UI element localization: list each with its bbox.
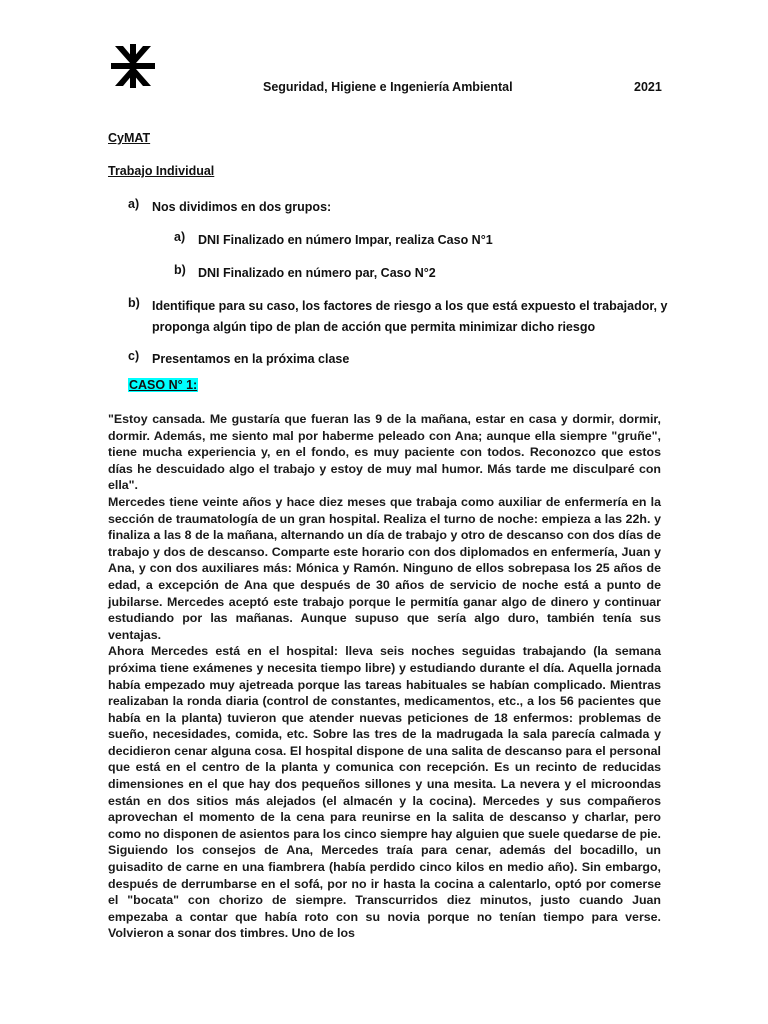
header-year: 2021 [634, 80, 662, 94]
list-item-text: DNI Finalizado en número Impar, realiza Caso N°1 [198, 233, 493, 247]
section-subtitle: Trabajo Individual [108, 164, 215, 178]
list-marker: b) [128, 296, 140, 310]
list-marker: a) [174, 230, 186, 244]
list-marker: a) [128, 197, 140, 211]
case-body [108, 411, 661, 942]
paragraph: Ahora Mercedes está en el hospital: lleva seis noches seguidas trabajando (la semana próxima tiene exámenes y necesita tiempo libre) y estudiando durante el día. Aquella jornada había empezado muy ajetreada porque las tareas habituales se habían complicado. Mientras realizaban la ronda diaria (control de constantes, medicamentos, etc., a los 56 pacientes que había en la planta) tuvieron que atender nuevas peticiones de 18 enfermos: problemas de sueño, necesidades, comida, etc. Sobre las tres de la madrugada la sala parecía calmada y decidieron cenar alguna cosa. El hospital dispone de una salita de descanso para el personal que está en el centro de la planta y comunica con recepción. Es un recinto de reducidas dimensiones en el que hay dos pequeños sillones y una mesita. La nevera y el microondas están en dos sitios más alejados (el almacén y la cocina). Mercedes y sus compañeros aprovechan el momento de la cena para reunirse en la salita de descanso y charlar, pero como no disponen de asientos para los cinco siempre hay alguien que suele quedarse de pie. [108, 644, 661, 841]
utn-logo-icon [111, 44, 155, 88]
list-marker: c) [128, 349, 140, 363]
paragraph: Mercedes tiene veinte años y hace diez meses que trabaja como auxiliar de enfermería en la sección de traumatología de un gran hospital. Realiza el turno de noche: empieza a las 22h. y finaliza a las 8 de la mañana, alternando un día de trabajo y otro de descanso con dos días de trabajo y dos de descanso. Comparte este horario con dos diplomados en enfermería, Juan y Ana, y con dos auxiliares más: Mónica y Ramón. Ninguno de ellos sobrepasa los 25 años de edad, a excepción de Ana que después de 30 años de servicio de noche está a punto de jubilarse. Mercedes aceptó este trabajo porque le permitía ganar algo de dinero y continuar estudiando por las mañanas. Aunque supuso que sería algo duro, también tenía sus ventajas. [108, 494, 661, 642]
paragraph: Siguiendo los consejos de Ana, Mercedes traía para cenar, además del bocadillo, un guisadito de carne en una fiambrera (había perdido cinco kilos en medio año). Sin embargo, después de derrumbarse en el sofá, por no ir hasta la cocina a calentarlo, optó por comerse el "bocata" con chorizo de siempre. Transcurridos diez minutos, justo cuando Juan empezaba a contar que había roto con su novia porque no tenían tiempo para verse. Volvieron a sonar dos timbres. Uno de los [108, 843, 661, 941]
list-marker: b) [174, 263, 186, 277]
list-item-text: DNI Finalizado en número par, Caso N°2 [198, 266, 436, 280]
paragraph: "Estoy cansada. Me gustaría que fueran las 9 de la mañana, estar en casa y dormir, dormir, dormir. Además, me siento mal por haberme peleado con Ana; aunque ella siempre "gruñe", tiene mucha experiencia y, en el fondo, es muy paciente con todos. Reconozco que estos días he descuidado algo el trabajo y estoy de muy mal humor. Más tarde me disculparé con ella". [108, 412, 661, 493]
header-title: Seguridad, Higiene e Ingeniería Ambiental [263, 80, 513, 94]
list-item-text: Presentamos en la próxima clase [152, 352, 350, 366]
list-item-text-line1: Identifique para su caso, los factores de riesgo a los que está expuesto el trabajador, y [152, 299, 668, 313]
section-title: CyMAT [108, 131, 151, 145]
list-item-text: Nos dividimos en dos grupos: [152, 200, 332, 214]
case-title: CASO N° 1: [129, 378, 198, 392]
list-item-text-line2: proponga algún tipo de plan de acción que permita minimizar dicho riesgo [152, 320, 596, 334]
